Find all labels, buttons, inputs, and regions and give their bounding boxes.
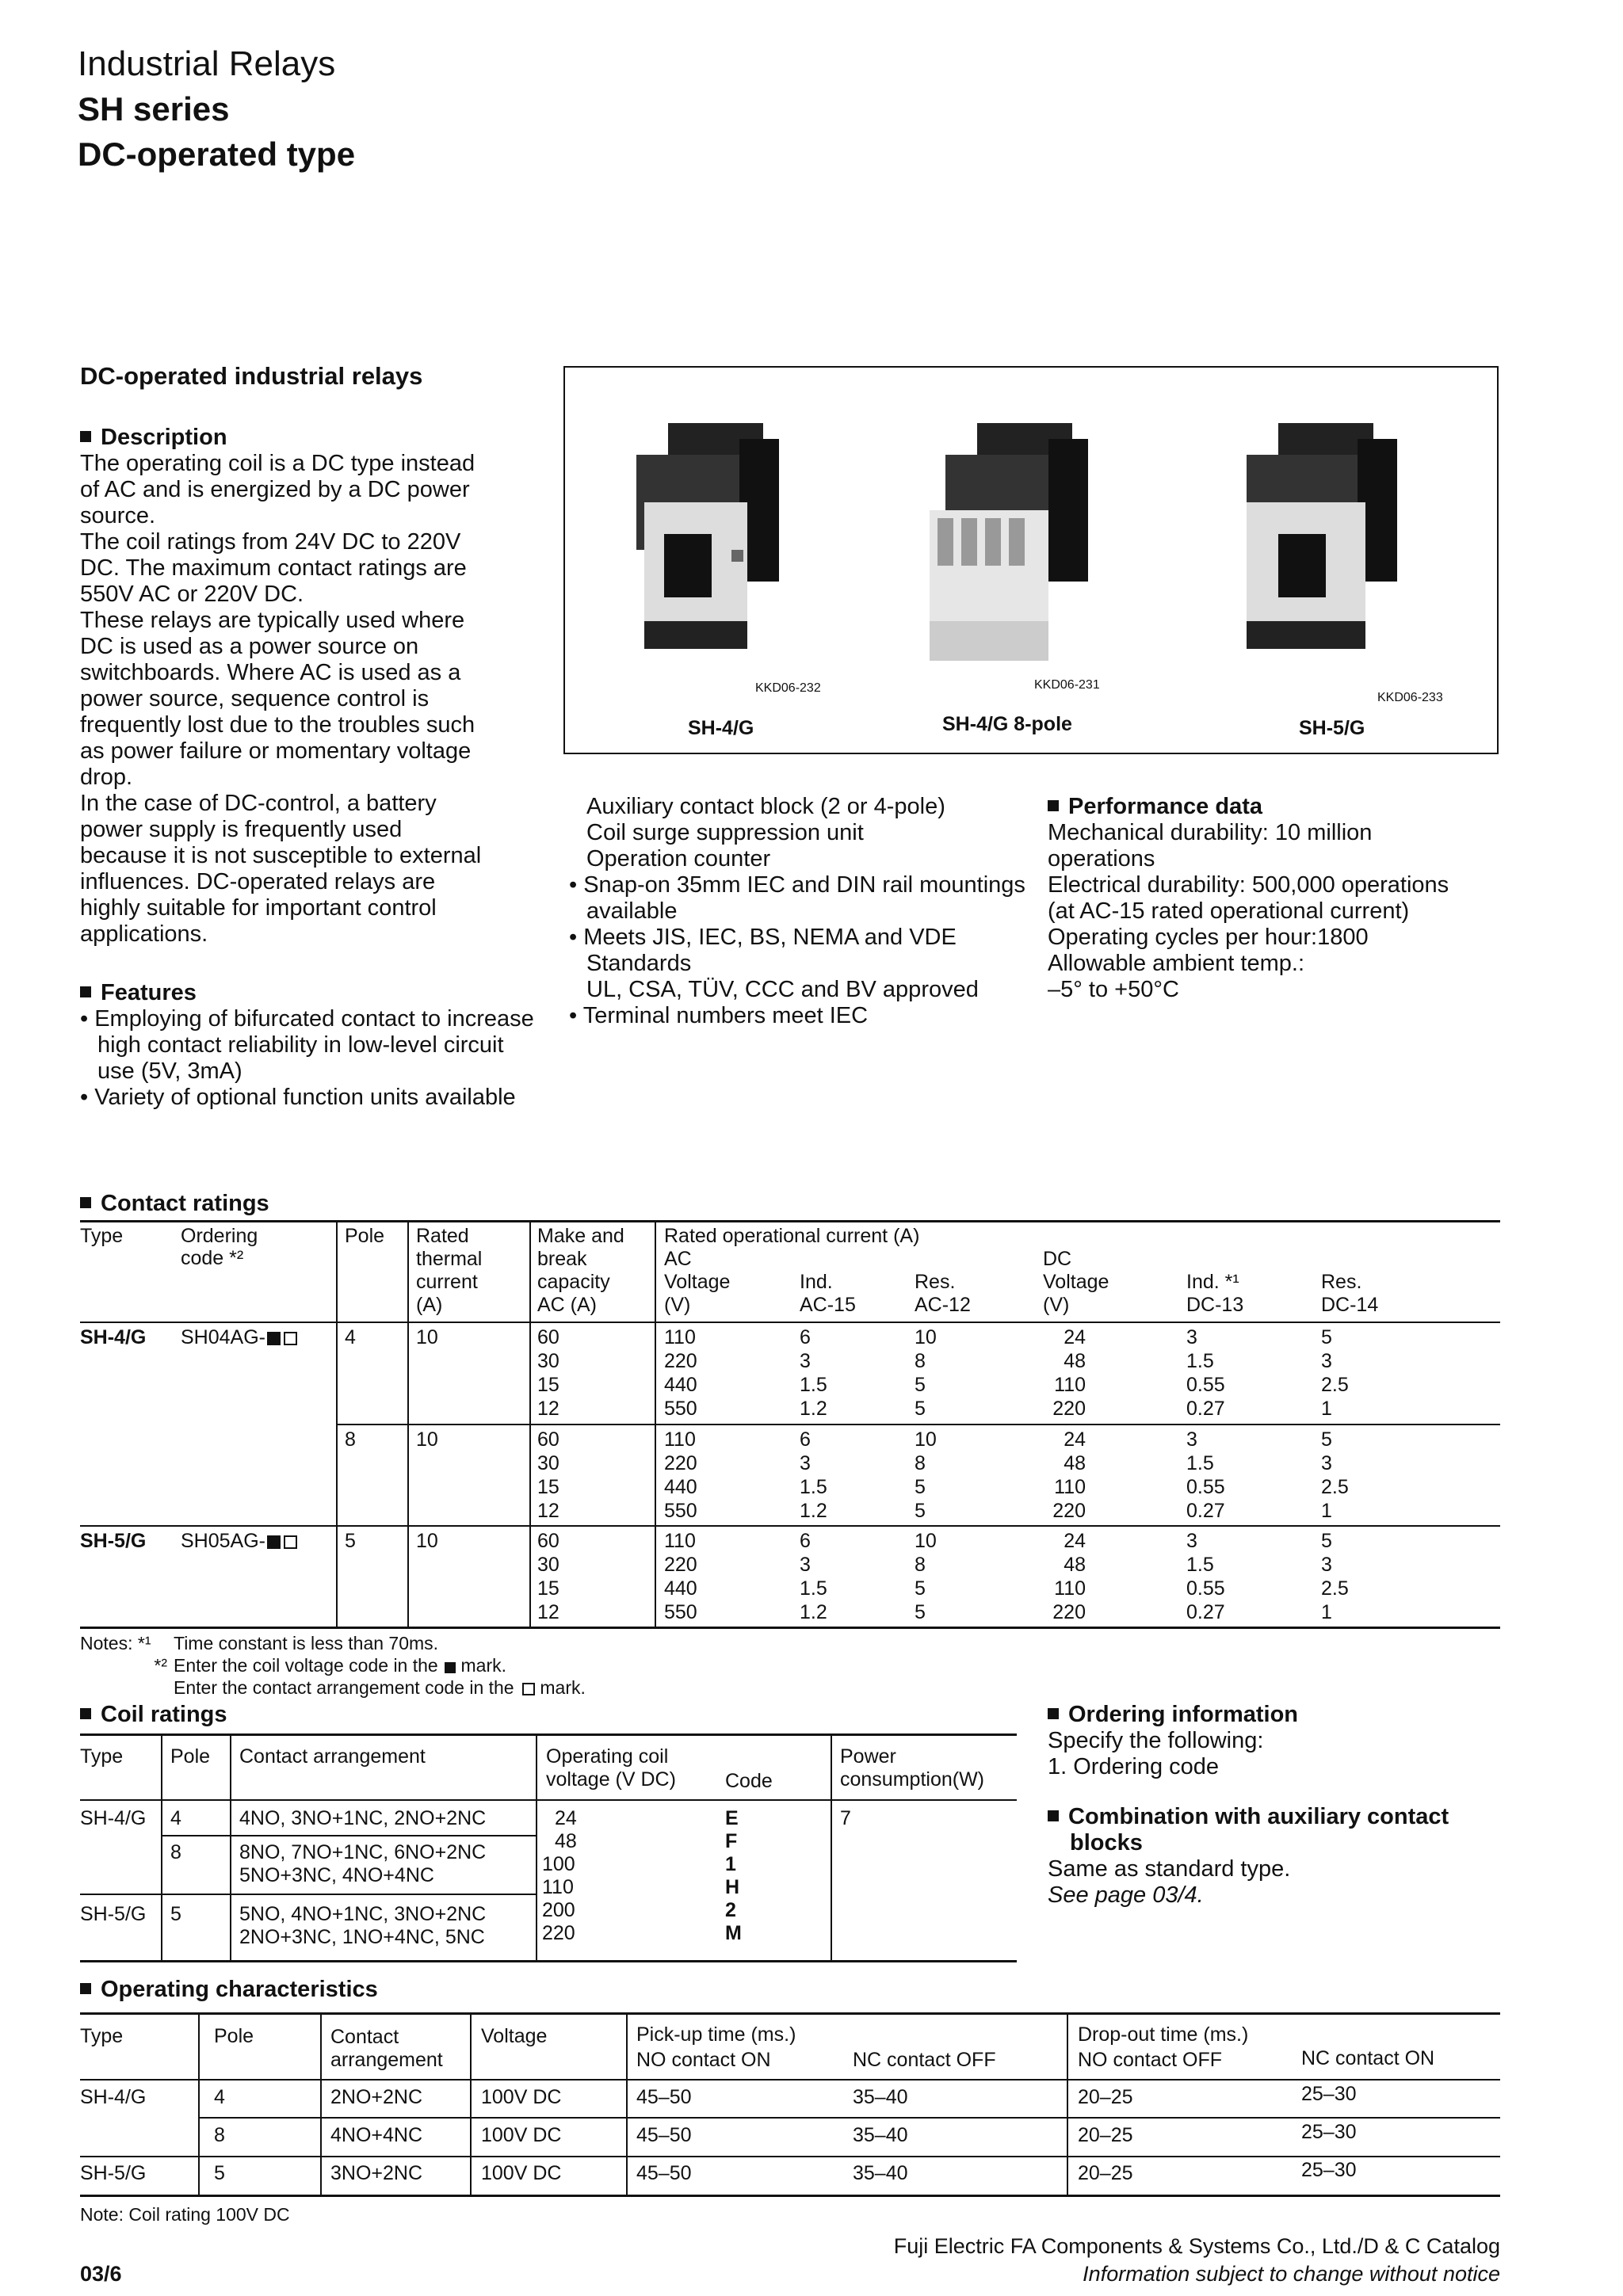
coil-code: 1 <box>725 1853 736 1875</box>
op-cell-d: 25–30 <box>1301 2083 1357 2105</box>
cell-dind: 1.5 <box>1186 1350 1214 1372</box>
cell-res: 5 <box>915 1577 926 1600</box>
row-type: SH-5/G <box>80 1903 147 1925</box>
row-pole: 8 <box>170 1841 181 1863</box>
cell-acv: 550 <box>664 1398 697 1420</box>
column-header: Make and <box>537 1225 624 1247</box>
table-rule <box>198 2117 1500 2119</box>
op-cell-pole: 5 <box>214 2162 225 2184</box>
column-header: Operating coil <box>546 1745 669 1768</box>
disclaimer-footer: Information subject to change without notice <box>1083 2262 1500 2286</box>
cell-dind: 0.55 <box>1186 1476 1225 1498</box>
cell-res: 5 <box>915 1398 926 1420</box>
cell-dcv: 110 <box>1054 1476 1086 1498</box>
description-heading: Description <box>80 425 540 451</box>
op-cell-c: 20–25 <box>1078 2162 1133 2184</box>
row-arrangement: 5NO+3NC, 4NO+4NC <box>239 1864 434 1886</box>
table-divider <box>320 2014 322 2195</box>
cell-dind: 0.55 <box>1186 1577 1225 1600</box>
performance-line: operations <box>1048 846 1155 871</box>
row-arrangement: 5NO, 4NO+1NC, 3NO+2NC <box>239 1903 487 1925</box>
bullet-square-icon <box>80 1983 91 1994</box>
photo-code: KKD06-232 <box>755 681 821 695</box>
column-header: DC-14 <box>1321 1294 1379 1316</box>
cell-dcv: 48 <box>1064 1350 1086 1372</box>
power-value: 7 <box>840 1807 851 1829</box>
cell-res: 10 <box>915 1428 937 1451</box>
feature-subitem: UL, CSA, TÜV, CCC and BV approved <box>586 977 979 1002</box>
column-header: NO contact OFF <box>1078 2049 1222 2071</box>
coil-voltage: 220 <box>542 1922 575 1944</box>
cell-res: 8 <box>915 1452 926 1474</box>
cell-res: 8 <box>915 1554 926 1576</box>
row-arrangement: 2NO+3NC, 1NO+4NC, 5NC <box>239 1926 485 1948</box>
cell-make: 60 <box>537 1530 559 1552</box>
cell-acv: 440 <box>664 1577 697 1600</box>
cell-make: 30 <box>537 1554 559 1576</box>
cell-dind: 3 <box>1186 1326 1197 1348</box>
table-divider <box>161 1735 162 1960</box>
performance-line: –5° to +50°C <box>1048 977 1179 1002</box>
coil-code: 2 <box>725 1899 736 1921</box>
cell-acv: 110 <box>664 1326 696 1348</box>
column-header: Pole <box>345 1225 385 1247</box>
column-header: Rated operational current (A) <box>664 1225 920 1247</box>
table-divider <box>1067 2014 1068 2195</box>
coil-ratings-heading: Coil ratings <box>80 1702 227 1728</box>
photo-caption: SH-5/G <box>1299 717 1365 739</box>
row-arrangement: 8NO, 7NO+1NC, 6NO+2NC <box>239 1841 487 1863</box>
bullet-square-icon <box>80 1708 91 1719</box>
table-rule <box>80 2012 1500 2015</box>
description-text <box>80 451 540 948</box>
cell-make: 15 <box>537 1577 559 1600</box>
cell-res: 10 <box>915 1530 937 1552</box>
bullet-square-icon <box>80 431 91 442</box>
cell-dres: 3 <box>1321 1452 1332 1474</box>
feature-subitem: Operation counter <box>586 846 771 871</box>
op-cell-volt: 100V DC <box>481 2124 562 2146</box>
column-header: thermal <box>416 1248 483 1270</box>
column-header: (A) <box>416 1294 443 1316</box>
description-line: The coil ratings from 24V DC to 220V <box>80 529 461 555</box>
cell-dres: 1 <box>1321 1601 1332 1623</box>
filled-square-mark-icon <box>267 1535 281 1549</box>
column-header: consumption(W) <box>840 1768 984 1791</box>
feature-item: • Meets JIS, IEC, BS, NEMA and VDE Standards <box>569 925 957 976</box>
column-header: Contact <box>330 2026 399 2048</box>
row-type: SH-5/G <box>80 1530 147 1552</box>
cell-acv: 110 <box>664 1530 696 1552</box>
cell-dcv: 220 <box>1052 1601 1086 1623</box>
cell-acv: 220 <box>664 1554 697 1576</box>
column-header: Rated <box>416 1225 469 1247</box>
column-header: AC-12 <box>915 1294 971 1316</box>
series-title: SH series <box>78 90 230 128</box>
feature-item: • Variety of optional function units available <box>80 1085 516 1110</box>
coil-voltage: 24 <box>555 1807 577 1829</box>
bullet-square-icon <box>1048 800 1059 811</box>
column-header: AC-15 <box>800 1294 856 1316</box>
column-header: (V) <box>664 1294 691 1316</box>
description-line: The operating coil is a DC type instead <box>80 451 475 476</box>
column-header: Voltage <box>1043 1271 1109 1293</box>
contact-ratings-heading: Contact ratings <box>80 1191 269 1217</box>
cell-ind: 1.2 <box>800 1398 827 1420</box>
column-header: Voltage <box>664 1271 731 1293</box>
performance-line: Operating cycles per hour:1800 <box>1048 925 1369 950</box>
op-cell-a: 45–50 <box>636 2124 692 2146</box>
table-rule <box>80 1220 1500 1222</box>
cell-dind: 0.27 <box>1186 1500 1225 1522</box>
op-cell-a: 45–50 <box>636 2086 692 2108</box>
cell-dres: 5 <box>1321 1428 1332 1451</box>
performance-block <box>1048 794 1539 1003</box>
type-title: DC-operated type <box>78 135 356 173</box>
row-pole: 5 <box>170 1903 181 1925</box>
op-cell-arr: 2NO+2NC <box>330 2086 423 2108</box>
op-cell-d: 25–30 <box>1301 2159 1357 2181</box>
cell-dcv: 220 <box>1052 1398 1086 1420</box>
table-divider <box>198 2014 200 2195</box>
feature-item: • Employing of bifurcated contact to increase high contact reliability in low-level circuit use (5V, 3mA) <box>80 1006 534 1084</box>
op-cell-b: 35–40 <box>853 2086 908 2108</box>
features-block <box>80 980 540 1111</box>
op-cell-arr: 3NO+2NC <box>330 2162 423 2184</box>
cell-res: 10 <box>915 1326 937 1348</box>
column-header: Ind. <box>800 1271 833 1293</box>
description-line: as power failure or momentary voltage <box>80 738 472 764</box>
cell-res: 8 <box>915 1350 926 1372</box>
table-rule <box>80 2156 1500 2157</box>
row-type: SH-4/G <box>80 1807 147 1829</box>
cell-ind: 1.2 <box>800 1500 827 1522</box>
ordering-text: Specify the following: <box>1048 1728 1264 1753</box>
cell-dres: 2.5 <box>1321 1577 1349 1600</box>
column-header: Voltage <box>481 2025 548 2047</box>
column-header: NC contact ON <box>1301 2047 1435 2069</box>
column-header: Type <box>80 1745 124 1768</box>
cell-dcv: 48 <box>1064 1452 1086 1474</box>
cell-ind: 6 <box>800 1326 811 1348</box>
description-block <box>80 425 540 948</box>
table-rule <box>80 1525 1500 1527</box>
op-cell-type: SH-4/G <box>80 2086 147 2108</box>
cell-ind: 3 <box>800 1554 811 1576</box>
cell-acv: 550 <box>664 1601 697 1623</box>
column-header: current <box>416 1271 478 1293</box>
cell-dind: 3 <box>1186 1428 1197 1451</box>
row-pole: 4 <box>170 1807 181 1829</box>
cell-dind: 0.27 <box>1186 1398 1225 1420</box>
column-header: Power <box>840 1745 896 1768</box>
performance-line: Allowable ambient temp.: <box>1048 951 1304 976</box>
table-rule <box>80 1960 1017 1962</box>
cell-ind: 6 <box>800 1428 811 1451</box>
empty-square-mark-icon <box>284 1535 297 1549</box>
filled-square-mark-icon <box>267 1332 281 1345</box>
coil-code: H <box>725 1876 740 1898</box>
cell-dcv: 24 <box>1064 1428 1086 1451</box>
description-line: power supply is frequently used <box>80 817 403 842</box>
op-cell-volt: 100V DC <box>481 2162 562 2184</box>
cell-acv: 440 <box>664 1476 697 1498</box>
empty-square-mark-icon <box>284 1332 297 1345</box>
column-header: Type <box>80 1225 124 1247</box>
relay-sh5g-image <box>1231 407 1413 653</box>
column-header: DC <box>1043 1248 1072 1270</box>
cell-dcv: 110 <box>1054 1374 1086 1396</box>
op-cell-type: SH-5/G <box>80 2162 147 2184</box>
cell-dind: 1.5 <box>1186 1554 1214 1576</box>
cell-res: 5 <box>915 1476 926 1498</box>
cell-ind: 1.5 <box>800 1577 827 1600</box>
description-line: frequently lost due to the troubles such <box>80 712 475 738</box>
op-cell-a: 45–50 <box>636 2162 692 2184</box>
description-line: because it is not susceptible to external <box>80 843 482 868</box>
cell-make: 12 <box>537 1601 559 1623</box>
table-rule <box>80 1894 536 1895</box>
op-cell-b: 35–40 <box>853 2124 908 2146</box>
cell-acv: 440 <box>664 1374 697 1396</box>
cell-dres: 3 <box>1321 1350 1332 1372</box>
bullet-square-icon <box>80 986 91 997</box>
performance-heading: Performance data <box>1048 794 1539 820</box>
cell-ind: 1.5 <box>800 1374 827 1396</box>
description-line: DC is used as a power source on <box>80 634 419 659</box>
coil-code: E <box>725 1807 739 1829</box>
bullet-square-icon <box>1048 1708 1059 1719</box>
cell-acv: 110 <box>664 1428 696 1451</box>
contact-notes: Notes: *¹ Time constant is less than 70ms. *² Enter the coil voltage code in the mark. Enter the contact arrangement code in the mark. <box>80 1633 586 1698</box>
column-header: capacity <box>537 1271 610 1293</box>
cell-ind: 3 <box>800 1452 811 1474</box>
row-thermal: 10 <box>416 1428 438 1451</box>
page-number: 03/6 <box>80 2262 122 2286</box>
description-line: switchboards. Where AC is used as a <box>80 660 461 685</box>
coil-voltage: 100 <box>542 1853 575 1875</box>
cell-dcv: 24 <box>1064 1530 1086 1552</box>
operating-note: Note: Coil rating 100V DC <box>80 2204 290 2225</box>
op-cell-pole: 8 <box>214 2124 225 2146</box>
column-header: Contact arrangement <box>239 1745 426 1768</box>
coil-voltage: 110 <box>542 1876 574 1898</box>
row-thermal: 10 <box>416 1326 438 1348</box>
performance-line: Mechanical durability: 10 million <box>1048 820 1373 845</box>
table-rule <box>80 1322 1500 1323</box>
column-header: Res. <box>915 1271 956 1293</box>
ordering-code: SH05AG- <box>181 1530 297 1553</box>
cell-make: 15 <box>537 1476 559 1498</box>
relay-sh4g-image <box>621 407 795 653</box>
features-continued <box>569 794 1037 1029</box>
cell-ind: 1.2 <box>800 1601 827 1623</box>
feature-subitem: Auxiliary contact block (2 or 4-pole) <box>586 794 945 819</box>
ordering-heading: Ordering information <box>1048 1702 1539 1728</box>
cell-make: 30 <box>537 1350 559 1372</box>
column-header: NO contact ON <box>636 2049 771 2071</box>
column-header: Pick-up time (ms.) <box>636 2023 796 2046</box>
operating-heading: Operating characteristics <box>80 1977 378 2003</box>
cell-dcv: 48 <box>1064 1554 1086 1576</box>
column-header: Type <box>80 2025 124 2047</box>
photo-code: KKD06-233 <box>1377 691 1443 704</box>
row-thermal: 10 <box>416 1530 438 1552</box>
cell-ind: 1.5 <box>800 1476 827 1498</box>
combination-text: Same as standard type. <box>1048 1856 1291 1882</box>
table-rule <box>80 1799 1017 1801</box>
column-header: Ind. *¹ <box>1186 1271 1239 1293</box>
feature-item: • Snap-on 35mm IEC and DIN rail mountings available <box>569 872 1025 924</box>
cell-dres: 3 <box>1321 1554 1332 1576</box>
description-line: influences. DC-operated relays are <box>80 869 436 894</box>
cell-acv: 550 <box>664 1500 697 1522</box>
op-cell-arr: 4NO+4NC <box>330 2124 423 2146</box>
performance-line: Electrical durability: 500,000 operations <box>1048 872 1449 898</box>
cell-make: 15 <box>537 1374 559 1396</box>
combination-heading: Combination with auxiliary contact <box>1048 1804 1539 1830</box>
description-line: drop. <box>80 765 133 790</box>
column-header: (V) <box>1043 1294 1070 1316</box>
table-rule <box>161 1835 536 1836</box>
row-type: SH-4/G <box>80 1326 147 1348</box>
cell-dcv: 220 <box>1052 1500 1086 1522</box>
column-header: Res. <box>1321 1271 1362 1293</box>
table-rule <box>80 1627 1500 1629</box>
description-line: power source, sequence control is <box>80 686 430 711</box>
cell-dres: 2.5 <box>1321 1476 1349 1498</box>
cell-dres: 5 <box>1321 1326 1332 1348</box>
feature-item: • Terminal numbers meet IEC <box>569 1003 869 1028</box>
row-pole: 5 <box>345 1530 356 1552</box>
table-divider <box>831 1735 832 1960</box>
table-rule <box>336 1424 1500 1425</box>
cell-dres: 1 <box>1321 1500 1332 1522</box>
description-line: In the case of DC-control, a battery <box>80 791 437 816</box>
column-header: code *² <box>181 1247 244 1269</box>
op-cell-c: 20–25 <box>1078 2086 1133 2108</box>
description-line: DC. The maximum contact ratings are <box>80 555 467 581</box>
column-header: Pole <box>214 2025 254 2047</box>
column-header: Drop-out time (ms.) <box>1078 2023 1249 2046</box>
coil-code: M <box>725 1922 742 1944</box>
features-heading: Features <box>80 980 540 1006</box>
cell-make: 12 <box>537 1500 559 1522</box>
row-pole: 4 <box>345 1326 356 1348</box>
cell-dind: 0.27 <box>1186 1601 1225 1623</box>
coil-code: F <box>725 1830 738 1852</box>
coil-voltage: 200 <box>542 1899 575 1921</box>
cell-res: 5 <box>915 1374 926 1396</box>
page-reference: See page 03/4. <box>1048 1882 1204 1908</box>
section-title: DC-operated industrial relays <box>80 362 423 390</box>
bullet-square-icon <box>80 1197 91 1208</box>
combination-heading-cont: blocks <box>1070 1830 1143 1855</box>
bullet-square-icon <box>1048 1810 1059 1821</box>
cell-dind: 0.55 <box>1186 1374 1225 1396</box>
description-line: 550V AC or 220V DC. <box>80 582 304 607</box>
empty-square-mark-icon <box>522 1683 535 1695</box>
table-rule <box>80 2195 1500 2197</box>
feature-subitem: Coil surge suppression unit <box>586 820 864 845</box>
cell-make: 30 <box>537 1452 559 1474</box>
relay-sh4g-8pole-image <box>922 407 1112 669</box>
company-footer: Fuji Electric FA Components & Systems Co., Ltd./D & C Catalog <box>893 2234 1500 2258</box>
column-header: DC-13 <box>1186 1294 1244 1316</box>
ordering-text: 1. Ordering code <box>1048 1754 1220 1779</box>
performance-line: (at AC-15 rated operational current) <box>1048 898 1410 924</box>
cell-dind: 1.5 <box>1186 1452 1214 1474</box>
op-cell-c: 20–25 <box>1078 2124 1133 2146</box>
column-header: Code <box>725 1770 773 1792</box>
cell-dcv: 24 <box>1064 1326 1086 1348</box>
op-cell-volt: 100V DC <box>481 2086 562 2108</box>
cell-res: 5 <box>915 1500 926 1522</box>
column-header: arrangement <box>330 2049 443 2071</box>
table-rule <box>80 1733 1017 1736</box>
coil-voltage: 48 <box>555 1830 577 1852</box>
cell-make: 12 <box>537 1398 559 1420</box>
photo-caption: SH-4/G <box>688 717 754 739</box>
ordering-code: SH04AG- <box>181 1326 297 1349</box>
table-divider <box>626 2014 628 2195</box>
cell-dres: 2.5 <box>1321 1374 1349 1396</box>
row-pole: 8 <box>345 1428 356 1451</box>
cell-dres: 1 <box>1321 1398 1332 1420</box>
doc-title: Industrial Relays <box>78 44 336 83</box>
table-divider <box>536 1735 537 1960</box>
cell-dind: 3 <box>1186 1530 1197 1552</box>
cell-make: 60 <box>537 1428 559 1451</box>
column-header: AC <box>664 1248 692 1270</box>
cell-acv: 220 <box>664 1452 697 1474</box>
description-line: highly suitable for important control <box>80 895 437 921</box>
cell-dcv: 110 <box>1054 1577 1086 1600</box>
column-header: voltage (V DC) <box>546 1768 676 1791</box>
column-header: NC contact OFF <box>853 2049 996 2071</box>
column-header: Pole <box>170 1745 211 1768</box>
performance-text <box>1048 820 1539 1003</box>
op-cell-b: 35–40 <box>853 2162 908 2184</box>
cell-ind: 3 <box>800 1350 811 1372</box>
op-cell-d: 25–30 <box>1301 2121 1357 2143</box>
column-header: Ordering <box>181 1225 258 1247</box>
table-divider <box>230 1735 231 1960</box>
photo-caption: SH-4/G 8-pole <box>942 713 1072 735</box>
table-divider <box>470 2014 472 2195</box>
description-line: source. <box>80 503 156 528</box>
column-header: AC (A) <box>537 1294 597 1316</box>
cell-ind: 6 <box>800 1530 811 1552</box>
filled-square-mark-icon <box>445 1662 456 1673</box>
op-cell-pole: 4 <box>214 2086 225 2108</box>
row-arrangement: 4NO, 3NO+1NC, 2NO+2NC <box>239 1807 487 1829</box>
photo-code: KKD06-231 <box>1034 678 1100 692</box>
table-rule <box>80 2079 1500 2081</box>
description-line: These relays are typically used where <box>80 608 465 633</box>
cell-make: 60 <box>537 1326 559 1348</box>
description-line: applications. <box>80 921 208 947</box>
column-header: break <box>537 1248 587 1270</box>
cell-res: 5 <box>915 1601 926 1623</box>
cell-dres: 5 <box>1321 1530 1332 1552</box>
cell-acv: 220 <box>664 1350 697 1372</box>
ordering-block <box>1048 1702 1539 1909</box>
description-line: of AC and is energized by a DC power <box>80 477 470 502</box>
product-photo-frame <box>563 366 1499 754</box>
